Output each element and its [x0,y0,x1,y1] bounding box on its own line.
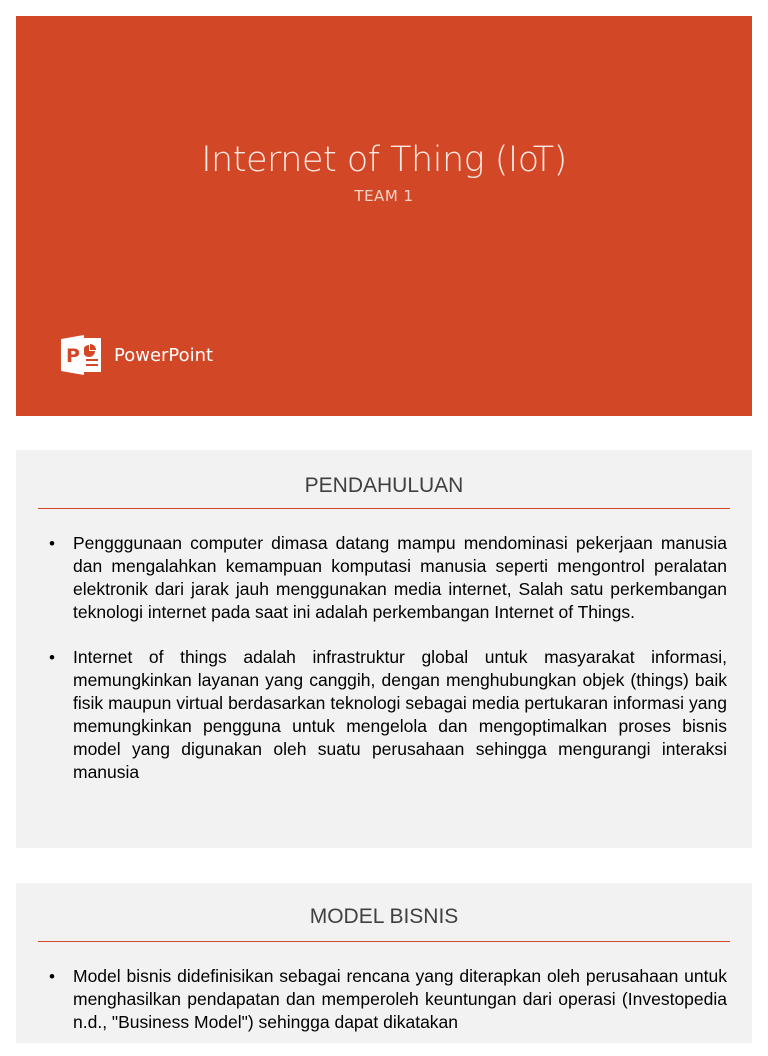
slide-title: Internet of Thing (IoT) [201,140,567,180]
pendahuluan-bullet-list [49,532,727,806]
model-bisnis-bullet-list [49,965,727,1056]
svg-text:P: P [66,345,80,367]
powerpoint-logo [60,334,213,376]
model-bisnis-heading: MODEL BISNIS [309,905,459,928]
pendahuluan-heading: PENDAHULUAN [304,474,464,497]
bullet-item: • Model bisnis didefinisikan sebagai rencana yang diterapkan oleh perusahaan untuk menghasilkan pendapatan dan memperoleh keuntungan dari operasi (Investopedia n.d., "Business Model") sehingga dapat dikatakan [49,965,727,1034]
pendahuluan-slide [16,450,752,848]
powerpoint-brand: PowerPoint [114,344,214,366]
slide-subtitle: TEAM 1 [354,187,414,205]
title-slide [16,16,752,416]
heading-divider [38,508,730,509]
model-bisnis-slide [16,883,752,1043]
heading-divider [38,941,730,942]
bullet-item: • Internet of things adalah infrastruktur global untuk masyarakat informasi, memungkinkan layanan yang canggih, dengan menghubungkan objek (things) baik fisik maupun virtual berdasarkan teknologi sebagai media pertukaran informasi yang memungkinkan pengguna untuk mengelola dan mengoptimalkan proses bisnis model yang digunakan oleh suatu perusahaan sehingga mengurangi interaksi manusia [49,646,727,784]
powerpoint-logo-icon [60,334,102,376]
bullet-item: • Pengggunaan computer dimasa datang mampu mendominasi pekerjaan manusia dan mengalahkan kemampuan komputasi manusia seperti mengontrol peralatan elektronik dari jarak jauh menggunakan media internet, Salah satu perkembangan teknologi internet pada saat ini adalah perkembangan Internet of Things. [49,532,727,624]
